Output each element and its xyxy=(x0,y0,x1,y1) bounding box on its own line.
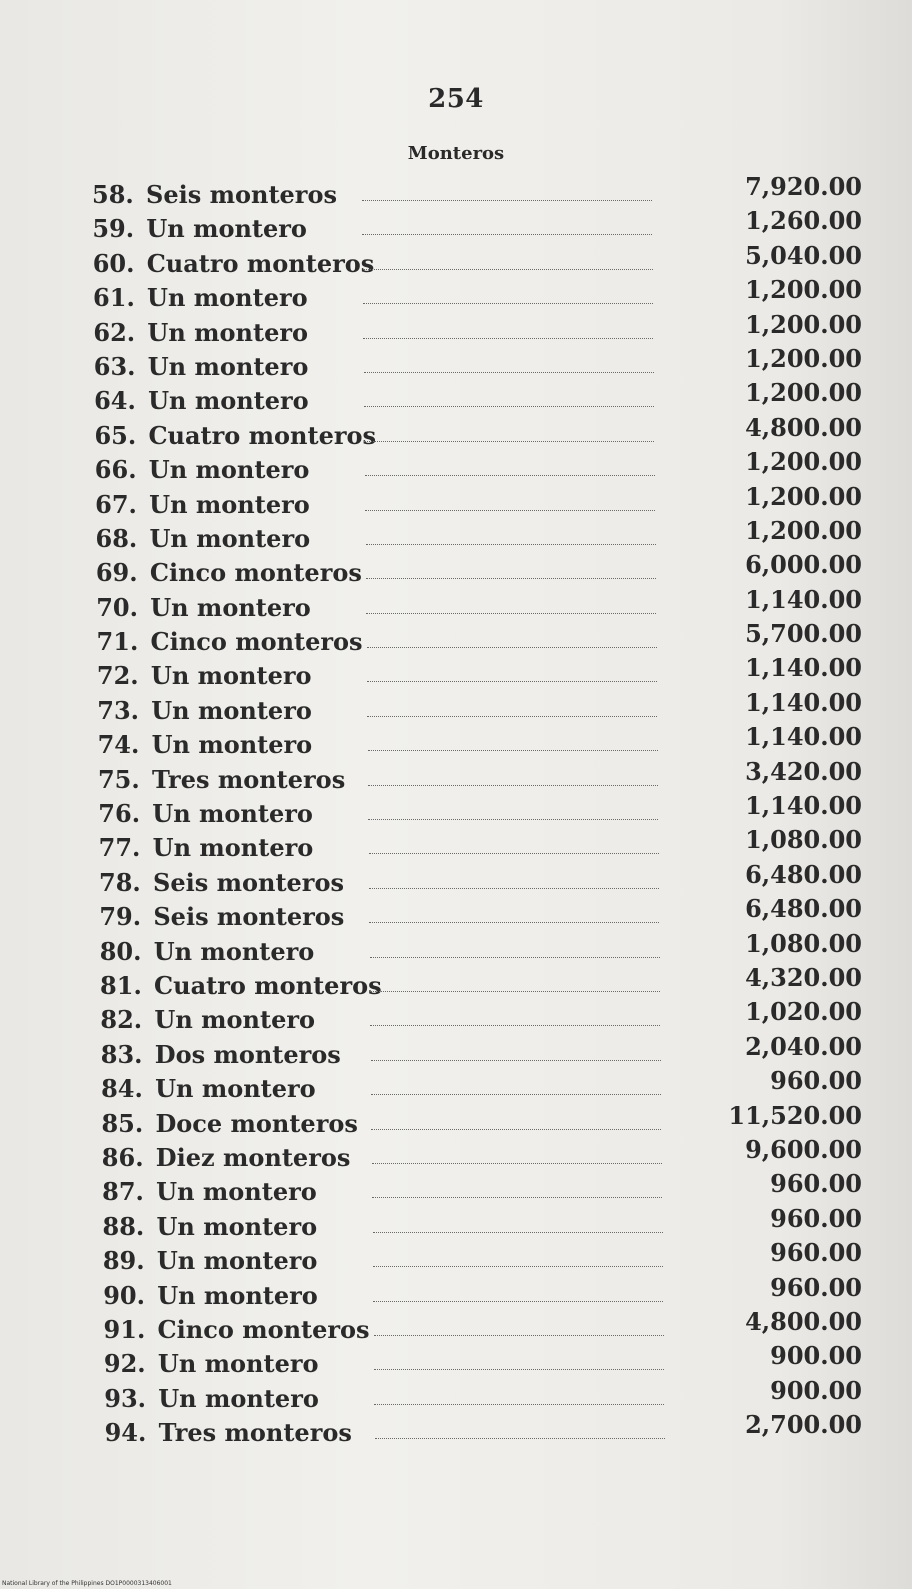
entry-amount: 1,140.00 xyxy=(745,687,862,717)
entry-description: Cuatro monteros xyxy=(146,248,375,278)
dotted-leader xyxy=(364,406,654,407)
entry-amount: 1,200.00 xyxy=(745,447,862,477)
entry-number: 64. xyxy=(94,386,136,416)
entry-number: 60. xyxy=(92,248,135,278)
entry-amount: 9,600.00 xyxy=(745,1134,862,1164)
entry-number: 73. xyxy=(97,695,140,725)
entry-amount: 4,320.00 xyxy=(745,962,862,992)
dotted-leader xyxy=(364,372,654,373)
dotted-leader xyxy=(363,269,653,270)
entry-amount: 900.00 xyxy=(770,1375,862,1405)
entry-description: Un montero xyxy=(149,489,310,519)
entry-number: 91. xyxy=(103,1314,146,1344)
dotted-leader xyxy=(368,785,658,786)
entry-description: Cinco monteros xyxy=(157,1314,370,1344)
entry-description: Tres monteros xyxy=(151,764,346,794)
entry-number: 83. xyxy=(100,1039,143,1069)
entry-description: Un montero xyxy=(153,936,315,966)
entry-description: Un montero xyxy=(155,1074,316,1104)
entry-number: 86. xyxy=(101,1142,144,1172)
entry-description: Dos monteros xyxy=(154,1039,341,1069)
entry-number: 76. xyxy=(98,799,141,829)
entry-amount: 5,040.00 xyxy=(745,240,862,270)
entry-description: Un montero xyxy=(156,1246,318,1276)
dotted-leader xyxy=(362,200,652,201)
entry-description: Cuatro monteros xyxy=(154,970,382,1000)
entry-description: Un montero xyxy=(157,1280,318,1310)
entry-amount: 1,200.00 xyxy=(745,378,862,408)
entry-amount: 3,420.00 xyxy=(745,756,862,786)
entry-description: Un montero xyxy=(146,214,307,244)
entry-amount: 1,140.00 xyxy=(745,584,862,614)
entry-description: Un montero xyxy=(151,730,313,760)
entry-number: 93. xyxy=(104,1383,147,1413)
dotted-leader xyxy=(362,234,652,235)
dotted-leader xyxy=(368,819,658,820)
entry-number: 77. xyxy=(98,833,141,863)
entry-description: Un montero xyxy=(150,592,311,622)
dotted-leader xyxy=(369,853,659,854)
entry-description: Cinco monteros xyxy=(149,558,362,588)
entry-amount: 1,260.00 xyxy=(745,206,862,236)
entry-description: Un montero xyxy=(157,1349,319,1379)
entry-description: Cuatro monteros xyxy=(148,420,377,450)
dotted-leader xyxy=(371,1129,661,1130)
dotted-leader xyxy=(366,544,656,545)
dotted-leader xyxy=(368,750,658,751)
entry-amount: 5,700.00 xyxy=(745,619,862,649)
entries-list xyxy=(92,172,862,1450)
entry-amount: 960.00 xyxy=(770,1203,862,1233)
entry-amount: 7,920.00 xyxy=(745,172,862,201)
entry-number: 67. xyxy=(95,489,137,519)
entry-amount: 11,520.00 xyxy=(728,1100,862,1130)
entry-number: 90. xyxy=(103,1280,145,1310)
entry-amount: 1,200.00 xyxy=(745,481,862,511)
dotted-leader xyxy=(363,338,653,339)
entry-description: Doce monteros xyxy=(155,1108,358,1138)
entry-description: Un montero xyxy=(156,1211,318,1241)
entry-amount: 900.00 xyxy=(770,1341,862,1371)
dotted-leader xyxy=(370,991,660,992)
entry-number: 61. xyxy=(93,283,135,313)
entry-description: Un montero xyxy=(148,455,310,485)
entry-amount: 1,140.00 xyxy=(745,791,862,821)
entry-amount: 1,020.00 xyxy=(745,997,862,1027)
entry-amount: 4,800.00 xyxy=(745,412,862,442)
entry-description: Un montero xyxy=(150,661,312,691)
dotted-leader xyxy=(366,578,656,579)
entry-number: 72. xyxy=(96,661,139,691)
entry-amount: 6,480.00 xyxy=(745,894,862,924)
entry-number: 58. xyxy=(92,180,134,209)
list-item xyxy=(104,1410,862,1450)
entry-description: Un montero xyxy=(147,283,308,313)
entry-amount: 1,200.00 xyxy=(745,343,862,373)
dotted-leader xyxy=(371,1094,661,1095)
dotted-leader xyxy=(373,1266,663,1267)
dotted-leader xyxy=(374,1369,664,1370)
footer-caption: National Library of the Philippines DO1P0000313406001 xyxy=(2,1580,172,1587)
entry-description: Seis monteros xyxy=(153,902,345,932)
entry-number: 84. xyxy=(101,1074,143,1104)
entry-amount: 4,800.00 xyxy=(745,1306,862,1336)
entry-amount: 1,080.00 xyxy=(745,928,862,958)
dotted-leader xyxy=(374,1404,664,1405)
dotted-leader xyxy=(371,1060,661,1061)
entry-description: Tres monteros xyxy=(158,1418,352,1448)
dotted-leader xyxy=(365,510,655,511)
entry-number: 79. xyxy=(99,902,142,932)
dotted-leader xyxy=(365,475,655,476)
entry-number: 89. xyxy=(102,1246,145,1276)
entry-description: Un montero xyxy=(156,1177,317,1207)
entry-description: Un montero xyxy=(148,386,309,416)
entry-amount: 960.00 xyxy=(770,1066,862,1096)
entry-amount: 1,140.00 xyxy=(745,722,862,752)
dotted-leader xyxy=(372,1163,662,1164)
entry-amount: 960.00 xyxy=(770,1169,862,1199)
entry-description: Un montero xyxy=(151,695,312,725)
entry-number: 78. xyxy=(99,867,141,897)
entry-amount: 6,000.00 xyxy=(745,550,862,580)
entry-amount: 2,040.00 xyxy=(745,1031,862,1061)
entry-number: 69. xyxy=(95,558,138,588)
entry-number: 88. xyxy=(102,1211,145,1241)
entry-number: 75. xyxy=(97,764,140,794)
entry-number: 68. xyxy=(95,523,138,553)
entry-number: 94. xyxy=(104,1418,147,1448)
entry-number: 85. xyxy=(101,1108,144,1138)
entry-number: 71. xyxy=(96,627,139,657)
entry-description: Un montero xyxy=(152,799,313,829)
entry-number: 65. xyxy=(94,420,137,450)
entry-description: Diez monteros xyxy=(155,1142,351,1172)
entry-number: 74. xyxy=(97,730,140,760)
entry-amount: 960.00 xyxy=(770,1238,862,1268)
dotted-leader xyxy=(370,957,660,958)
dotted-leader xyxy=(375,1438,665,1439)
dotted-leader xyxy=(369,888,659,889)
entry-number: 70. xyxy=(96,592,138,622)
entry-number: 63. xyxy=(93,351,136,381)
dotted-leader xyxy=(364,441,654,442)
entry-amount: 6,480.00 xyxy=(745,859,862,889)
entry-description: Seis monteros xyxy=(153,867,344,897)
dotted-leader xyxy=(367,716,657,717)
entry-description: Cinco monteros xyxy=(150,627,363,657)
section-title: Monteros xyxy=(407,143,505,164)
entry-number: 87. xyxy=(102,1177,144,1207)
entry-number: 80. xyxy=(99,936,142,966)
entry-amount: 1,200.00 xyxy=(745,515,862,545)
entry-number: 81. xyxy=(100,970,142,1000)
dotted-leader xyxy=(372,1197,662,1198)
entry-number: 66. xyxy=(94,455,137,485)
entry-number: 82. xyxy=(100,1005,143,1035)
entry-description: Un montero xyxy=(147,317,308,347)
entry-amount: 2,700.00 xyxy=(745,1410,862,1440)
entry-amount: 960.00 xyxy=(770,1272,862,1302)
entry-amount: 1,200.00 xyxy=(745,309,862,339)
dotted-leader xyxy=(374,1335,664,1336)
dotted-leader xyxy=(363,303,653,304)
dotted-leader xyxy=(367,681,657,682)
dotted-leader xyxy=(367,647,657,648)
page-number: 254 xyxy=(428,84,484,114)
dotted-leader xyxy=(369,922,659,923)
entry-amount: 1,140.00 xyxy=(745,653,862,683)
entry-description: Un montero xyxy=(158,1383,319,1413)
entry-description: Un montero xyxy=(147,351,309,381)
entry-description: Seis monteros xyxy=(146,180,337,209)
entry-number: 62. xyxy=(93,317,136,347)
entry-amount: 1,200.00 xyxy=(745,275,862,305)
dotted-leader xyxy=(370,1025,660,1026)
entry-amount: 1,080.00 xyxy=(745,825,862,855)
dotted-leader xyxy=(373,1301,663,1302)
entry-number: 59. xyxy=(92,214,135,244)
dotted-leader xyxy=(373,1232,663,1233)
entry-description: Un montero xyxy=(152,833,314,863)
entry-description: Un montero xyxy=(154,1005,315,1035)
entry-description: Un montero xyxy=(149,523,311,553)
dotted-leader xyxy=(366,613,656,614)
entry-number: 92. xyxy=(103,1349,146,1379)
